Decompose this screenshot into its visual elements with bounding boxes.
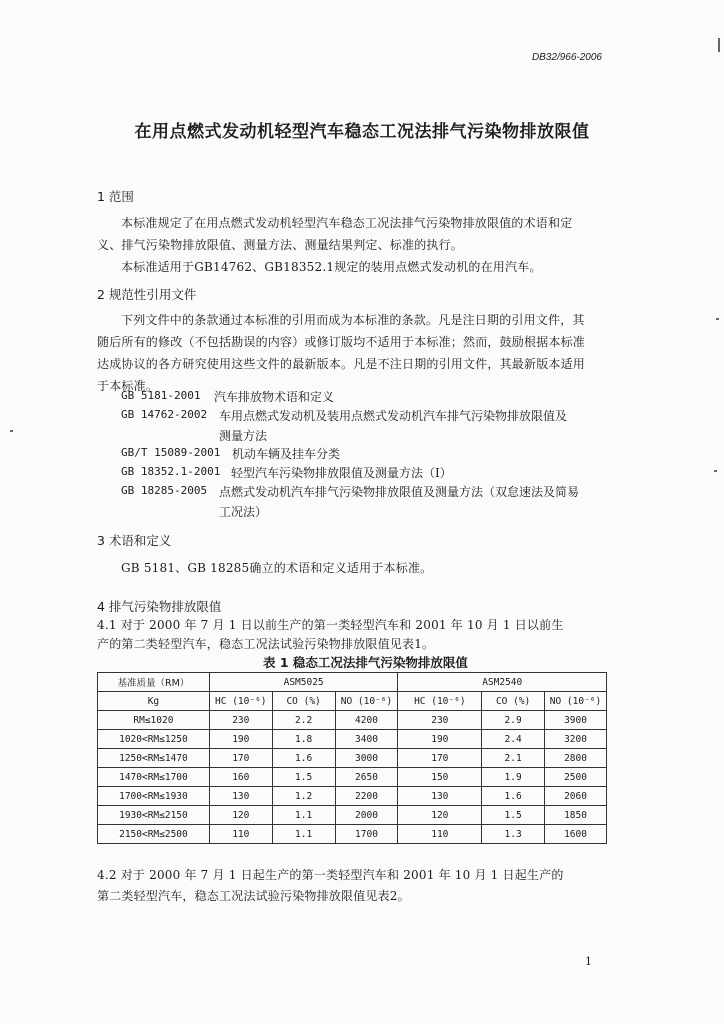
section-1-para-1: 本标准规定了在用点燃式发动机轻型汽车稳态工况法排气污染物排放限值的术语和定 — [121, 216, 573, 230]
section-2-line-3: 达成协议的各方研究使用这些文件的最新版本。凡是不注日期的引用文件，其最新版本适用 — [97, 357, 586, 371]
table-cell: 120 — [209, 806, 272, 825]
scan-edge-mark — [716, 318, 719, 320]
column-header-unit: Kg — [98, 692, 210, 711]
column-header-no: NO (10⁻⁶) — [335, 692, 398, 711]
reference-title-cont: 测量方法 — [219, 429, 268, 443]
table-row — [98, 825, 607, 844]
table-cell: 1.1 — [272, 825, 335, 844]
clause-4-2-line-1: 4.2 对于 2000 年 7 月 1 日起生产的第一类轻型汽车和 2001 年 10 月 1 日起生产的 — [97, 868, 564, 882]
table-cell: 4200 — [335, 711, 398, 730]
table-cell: 2000 — [335, 806, 398, 825]
column-header-hc: HC (10⁻⁶) — [398, 692, 482, 711]
table-cell: 170 — [398, 749, 482, 768]
column-header-hc: HC (10⁻⁶) — [209, 692, 272, 711]
table-cell: 1850 — [545, 806, 607, 825]
table-row — [98, 749, 607, 768]
rm-range-cell: 1930<RM≤2150 — [98, 806, 210, 825]
section-1-heading: 1 范围 — [97, 189, 134, 204]
table-cell: 1.6 — [272, 749, 335, 768]
table-cell: 160 — [209, 768, 272, 787]
column-header-no: NO (10⁻⁶) — [545, 692, 607, 711]
table-cell: 170 — [209, 749, 272, 768]
table-cell: 1.5 — [482, 806, 545, 825]
table-cell: 1.6 — [482, 787, 545, 806]
rm-range-cell: 1020<RM≤1250 — [98, 730, 210, 749]
rm-range-cell: RM≤1020 — [98, 711, 210, 730]
table-cell: 3400 — [335, 730, 398, 749]
table-cell: 3900 — [545, 711, 607, 730]
table-cell: 130 — [398, 787, 482, 806]
reference-title: 机动车辆及挂车分类 — [232, 447, 341, 461]
section-3-para: GB 5181、GB 18285确立的术语和定义适用于本标准。 — [121, 561, 433, 575]
column-header-rm: 基准质量（RM） — [98, 673, 210, 692]
reference-code: GB 5181-2001 — [121, 389, 201, 402]
document-code: DB32/966-2006 — [531, 52, 602, 63]
rm-range-cell: 1470<RM≤1700 — [98, 768, 210, 787]
scan-edge-mark — [718, 38, 720, 52]
table-row — [98, 806, 607, 825]
table-cell: 3000 — [335, 749, 398, 768]
table-cell: 2.1 — [482, 749, 545, 768]
rm-range-cell: 2150<RM≤2500 — [98, 825, 210, 844]
table-cell: 110 — [209, 825, 272, 844]
table-header-row — [98, 692, 607, 711]
table-cell: 2060 — [545, 787, 607, 806]
section-1-para-1-cont: 义、排气污染物排放限值、测量方法、测量结果判定、标准的执行。 — [97, 238, 464, 252]
table-cell: 1.3 — [482, 825, 545, 844]
table-cell: 2200 — [335, 787, 398, 806]
reference-title: 点燃式发动机汽车排气污染物排放限值及测量方法（双怠速法及简易 — [219, 485, 580, 499]
reference-code: GB 18285-2005 — [121, 484, 208, 497]
section-3-heading: 3 术语和定义 — [97, 533, 172, 548]
section-1-para-2: 本标准适用于GB14762、GB18352.1规定的装用点燃式发动机的在用汽车。 — [121, 260, 542, 274]
document-title: 在用点燃式发动机轻型汽车稳态工况法排气污染物排放限值 — [134, 122, 590, 142]
table-cell: 150 — [398, 768, 482, 787]
scan-edge-mark — [714, 470, 717, 472]
table-cell: 1700 — [335, 825, 398, 844]
reference-code: GB/T 15089-2001 — [121, 446, 221, 459]
reference-code: GB 18352.1-2001 — [121, 465, 221, 478]
reference-title-cont: 工况法） — [219, 505, 268, 519]
table-caption: 表 1 稳态工况法排气污染物排放限值 — [263, 655, 468, 670]
group-header-asm5025: ASM5025 — [209, 673, 398, 692]
table-cell: 230 — [398, 711, 482, 730]
table-cell: 110 — [398, 825, 482, 844]
column-header-co: CO (%) — [482, 692, 545, 711]
clause-4-2-line-2: 第二类轻型汽车，稳态工况法试验污染物排放限值见表2。 — [97, 889, 410, 903]
page-number: 1 — [585, 955, 592, 968]
column-header-co: CO (%) — [272, 692, 335, 711]
clause-4-1-line-2: 产的第二类轻型汽车，稳态工况法试验污染物排放限值见表1。 — [97, 637, 435, 651]
table-cell: 1.5 — [272, 768, 335, 787]
table-cell: 1.9 — [482, 768, 545, 787]
table-cell: 190 — [398, 730, 482, 749]
table-cell: 190 — [209, 730, 272, 749]
section-2-line-1: 下列文件中的条款通过本标准的引用而成为本标准的条款。凡是注日期的引用文件，其 — [121, 313, 585, 327]
rm-range-cell: 1700<RM≤1930 — [98, 787, 210, 806]
table-cell: 230 — [209, 711, 272, 730]
table-cell: 1600 — [545, 825, 607, 844]
table-cell: 2.2 — [272, 711, 335, 730]
reference-code: GB 14762-2002 — [121, 408, 208, 421]
table-cell: 1.2 — [272, 787, 335, 806]
rm-range-cell: 1250<RM≤1470 — [98, 749, 210, 768]
table-cell: 3200 — [545, 730, 607, 749]
table-header-row — [98, 673, 607, 692]
reference-title: 汽车排放物术语和定义 — [214, 390, 335, 404]
table-cell: 2.4 — [482, 730, 545, 749]
table-row — [98, 787, 607, 806]
table-cell: 1.8 — [272, 730, 335, 749]
section-2-line-4: 于本标准。 — [97, 379, 159, 393]
emission-limits-table — [97, 672, 607, 844]
reference-title: 轻型汽车污染物排放限值及测量方法（Ⅰ） — [231, 466, 452, 480]
table-cell: 120 — [398, 806, 482, 825]
scan-edge-mark — [10, 430, 13, 432]
section-2-line-2: 随后所有的修改（不包括勘误的内容）或修订版均不适用于本标准；然而，鼓励根据本标准 — [97, 335, 586, 349]
table-cell: 2800 — [545, 749, 607, 768]
table-cell: 1.1 — [272, 806, 335, 825]
table-row — [98, 730, 607, 749]
table-row — [98, 711, 607, 730]
table-row — [98, 768, 607, 787]
clause-4-1-line-1: 4.1 对于 2000 年 7 月 1 日以前生产的第一类轻型汽车和 2001 年 10 月 1 日以前生 — [97, 618, 564, 632]
table-cell: 2.9 — [482, 711, 545, 730]
table-cell: 2500 — [545, 768, 607, 787]
section-2-heading: 2 规范性引用文件 — [97, 287, 197, 302]
table-cell: 130 — [209, 787, 272, 806]
section-4-heading: 4 排气污染物排放限值 — [97, 599, 222, 614]
group-header-asm2540: ASM2540 — [398, 673, 607, 692]
table-cell: 2650 — [335, 768, 398, 787]
reference-title: 车用点燃式发动机及装用点燃式发动机汽车排气污染物排放限值及 — [219, 409, 568, 423]
